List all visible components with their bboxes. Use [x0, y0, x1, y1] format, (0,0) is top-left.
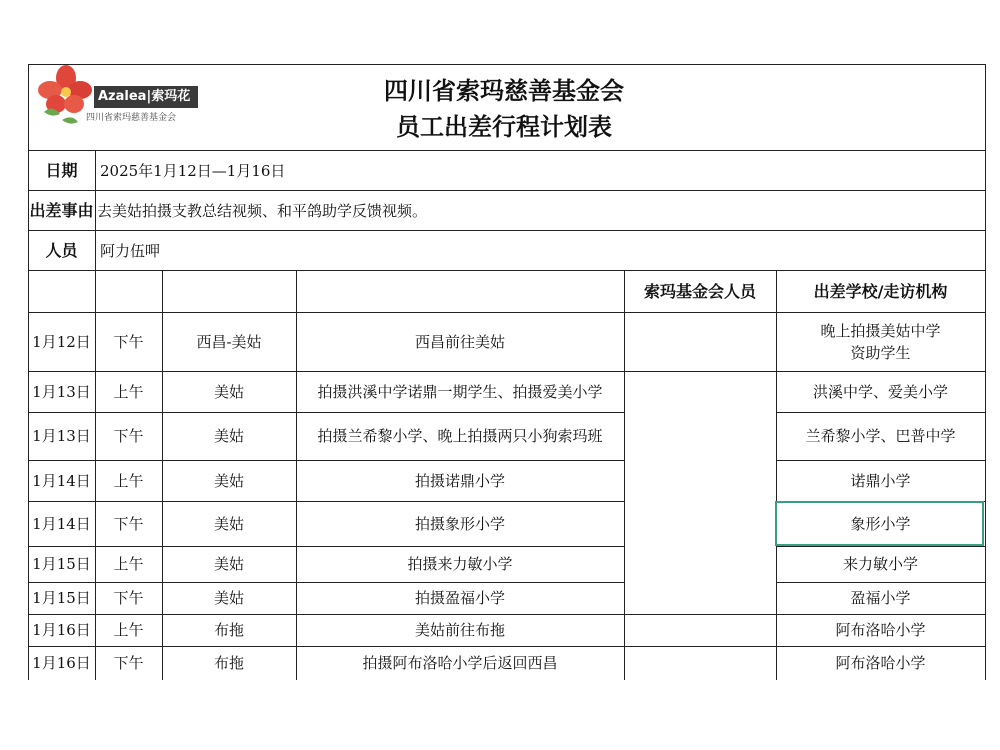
grid-line	[28, 546, 624, 547]
row-place: 布拖	[213, 654, 244, 672]
row-period: 下午	[113, 332, 144, 351]
grid-line	[28, 190, 985, 191]
row-period: 下午	[113, 654, 144, 672]
grid-line	[28, 150, 985, 151]
row-date: 1月15日	[32, 589, 91, 607]
grid-line	[162, 270, 163, 680]
row-task: 拍摄诺鼎小学	[414, 471, 505, 490]
row-place: 美姑	[213, 471, 244, 490]
grid-line	[95, 150, 96, 270]
row-task: 拍摄阿布洛哈小学后返回西昌	[362, 654, 558, 672]
row-date: 1月15日	[32, 555, 91, 573]
grid-line	[28, 64, 29, 680]
row-date: 1月12日	[32, 332, 91, 351]
logo-subtitle: 四川省索玛慈善基金会	[86, 113, 177, 123]
row-date: 1月16日	[32, 621, 91, 639]
row-place: 美姑	[213, 514, 244, 533]
row-school: 象形小学	[850, 514, 911, 533]
row-task: 拍摄兰希黎小学、晚上拍摄两只小狗索玛班	[317, 427, 603, 445]
row-period: 上午	[113, 471, 144, 490]
row-period: 上午	[113, 621, 144, 639]
row-place: 布拖	[213, 621, 244, 639]
row-school: 来力敏小学	[842, 555, 918, 573]
grid-line	[28, 460, 624, 461]
grid-line	[776, 582, 985, 583]
row-date: 1月16日	[32, 654, 91, 672]
row-date: 1月13日	[32, 427, 91, 445]
grid-line	[776, 270, 777, 680]
row-school: 阿布洛哈小学	[835, 621, 926, 639]
row-task: 拍摄象形小学	[414, 514, 505, 533]
row-period: 上午	[113, 555, 144, 573]
grid-line	[28, 614, 985, 615]
row-place: 美姑	[213, 427, 244, 445]
row-task: 拍摄来力敏小学	[407, 555, 513, 573]
grid-line	[28, 270, 985, 271]
date-label: 日期	[45, 161, 78, 180]
grid-line	[28, 230, 985, 231]
row-date: 1月14日	[32, 471, 91, 490]
row-school: 晚上拍摄美姑中学 资助学生	[820, 321, 941, 362]
foundation-logo	[36, 64, 206, 130]
people-label: 人员	[45, 241, 78, 260]
row-school: 盈福小学	[850, 589, 911, 607]
document-title-line1: 四川省索玛慈善基金会	[384, 76, 624, 105]
grid-line	[776, 460, 985, 461]
row-task: 拍摄洪溪中学诺鼎一期学生、拍摄爱美小学	[317, 382, 603, 401]
grid-line	[776, 412, 985, 413]
grid-line	[28, 64, 985, 65]
row-date: 1月13日	[32, 382, 91, 401]
row-task: 美姑前往布拖	[414, 621, 505, 639]
grid-line	[28, 582, 624, 583]
row-school: 洪溪中学、爱美小学	[812, 382, 948, 401]
row-school: 阿布洛哈小学	[835, 654, 926, 672]
row-period: 上午	[113, 382, 144, 401]
row-task: 拍摄盈福小学	[414, 589, 505, 607]
row-period: 下午	[113, 427, 144, 445]
grid-line	[776, 546, 985, 547]
row-school: 兰希黎小学、巴普中学	[805, 427, 956, 445]
document-title-line2: 员工出差行程计划表	[396, 112, 612, 141]
row-place: 美姑	[213, 589, 244, 607]
selected-cell-highlight	[775, 501, 984, 546]
grid-line	[28, 312, 985, 313]
header-staff: 索玛基金会人员	[643, 282, 756, 301]
row-place: 西昌-美姑	[196, 332, 262, 351]
grid-line	[28, 501, 624, 502]
row-school: 诺鼎小学	[850, 471, 911, 490]
grid-line	[95, 270, 96, 680]
grid-line	[28, 371, 985, 372]
grid-line	[985, 64, 986, 680]
header-school: 出差学校/走访机构	[813, 282, 948, 301]
grid-line	[296, 270, 297, 680]
row-period: 下午	[113, 589, 144, 607]
row-task: 西昌前往美姑	[414, 332, 505, 351]
grid-line	[28, 412, 624, 413]
purpose-value: 去美姑拍摄支教总结视频、和平鸽助学反馈视频。	[97, 202, 428, 220]
grid-line	[28, 646, 985, 647]
row-date: 1月14日	[32, 514, 91, 533]
grid-line	[624, 270, 625, 680]
row-place: 美姑	[213, 555, 244, 573]
logo-brand-text: Azalea|索玛花	[94, 86, 198, 108]
people-value: 阿力伍呷	[100, 242, 161, 260]
purpose-label: 出差事由	[29, 201, 94, 220]
row-period: 下午	[113, 514, 144, 533]
row-place: 美姑	[213, 382, 244, 401]
date-value: 2025年1月12日—1月16日	[100, 162, 286, 180]
